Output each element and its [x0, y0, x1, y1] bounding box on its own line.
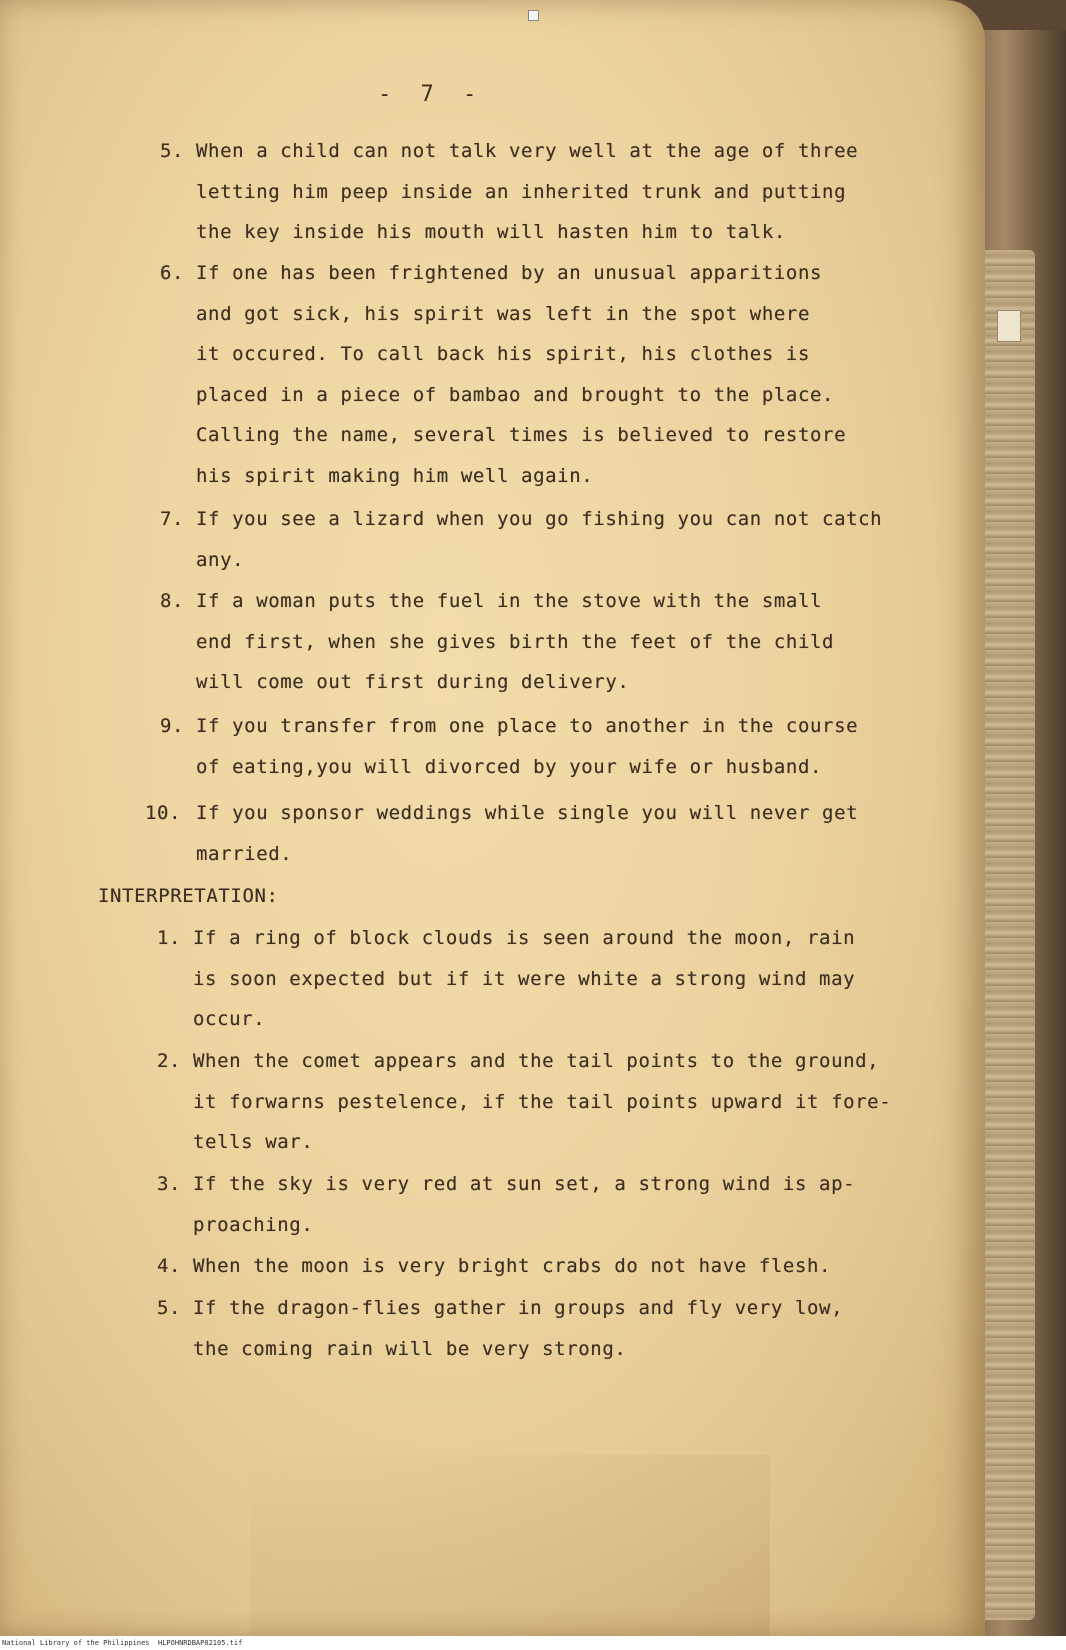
- page-edges: [980, 250, 1035, 1620]
- section-heading: INTERPRETATION:: [98, 885, 279, 907]
- list-item-text: Calling the name, several times is believed to restore: [196, 424, 847, 446]
- list-item-text: it occured. To call back his spirit, his clothes is: [196, 343, 810, 365]
- list-item-text: the coming rain will be very strong.: [193, 1337, 627, 1360]
- index-tab: [997, 310, 1021, 342]
- list-item-number: 8.: [160, 590, 185, 612]
- list-item-text: tells war.: [193, 1131, 314, 1153]
- list-item-text: end first, when she gives birth the feet of the child: [196, 630, 835, 653]
- list-item-text: any.: [196, 548, 245, 571]
- paper-fold: [250, 1455, 770, 1645]
- list-item-text: is soon expected but if it were white a strong wind may: [193, 967, 856, 990]
- scan-footer: [0, 1636, 1066, 1650]
- list-item-text: married.: [196, 842, 293, 865]
- list-item-number: 5.: [157, 1297, 182, 1319]
- list-item-text: will come out first during delivery.: [196, 671, 630, 693]
- page-number: - 7 -: [378, 82, 485, 107]
- list-item-text: proaching.: [193, 1213, 314, 1236]
- list-item-text: If a ring of block clouds is seen around the moon, rain: [193, 927, 856, 949]
- list-item-text: his spirit making him well again.: [196, 464, 594, 487]
- list-item-text: When a child can not talk very well at the age of three: [196, 140, 859, 162]
- list-item-text: If you see a lizard when you go fishing you can not catch: [196, 508, 883, 530]
- list-item-text: the key inside his mouth will hasten him to talk.: [196, 221, 786, 243]
- list-item-number: 1.: [157, 927, 182, 949]
- list-item-text: If one has been frightened by an unusual apparitions: [196, 262, 823, 284]
- library-name: National Library of the Philippines: [2, 1639, 150, 1647]
- scan-marker-icon: [528, 10, 539, 21]
- list-item-text: occur.: [193, 1008, 266, 1030]
- list-item-text: it forwarns pestelence, if the tail points upward it fore-: [193, 1090, 892, 1113]
- list-item-number: 4.: [157, 1255, 182, 1277]
- list-item-number: 9.: [160, 715, 185, 737]
- list-item-number: 5.: [160, 140, 185, 162]
- file-id: HLPOHNRDBAP02105.tif: [158, 1639, 243, 1647]
- list-item-text: If the dragon-flies gather in groups and fly very low,: [193, 1297, 844, 1319]
- list-item-number: 3.: [157, 1173, 182, 1195]
- list-item-text: letting him peep inside an inherited trunk and putting: [196, 180, 847, 203]
- list-item-text: If a woman puts the fuel in the stove with the small: [196, 590, 823, 612]
- list-item-text: of eating,you will divorced by your wife or husband.: [196, 755, 823, 778]
- list-item-text: When the moon is very bright crabs do not have flesh.: [193, 1255, 832, 1277]
- list-item-number: 7.: [160, 508, 185, 530]
- list-item-number: 2.: [157, 1050, 182, 1072]
- list-item-text: When the comet appears and the tail points to the ground,: [193, 1050, 880, 1072]
- list-item-number: 6.: [160, 262, 185, 284]
- list-item-text: If the sky is very red at sun set, a strong wind is ap-: [193, 1173, 856, 1195]
- list-item-number: 10.: [145, 802, 182, 824]
- list-item-text: placed in a piece of bambao and brought to the place.: [196, 383, 835, 406]
- list-item-text: and got sick, his spirit was left in the spot where: [196, 302, 810, 325]
- list-item-text: If you sponsor weddings while single you will never get: [196, 802, 859, 824]
- list-item-text: If you transfer from one place to another in the course: [196, 715, 859, 737]
